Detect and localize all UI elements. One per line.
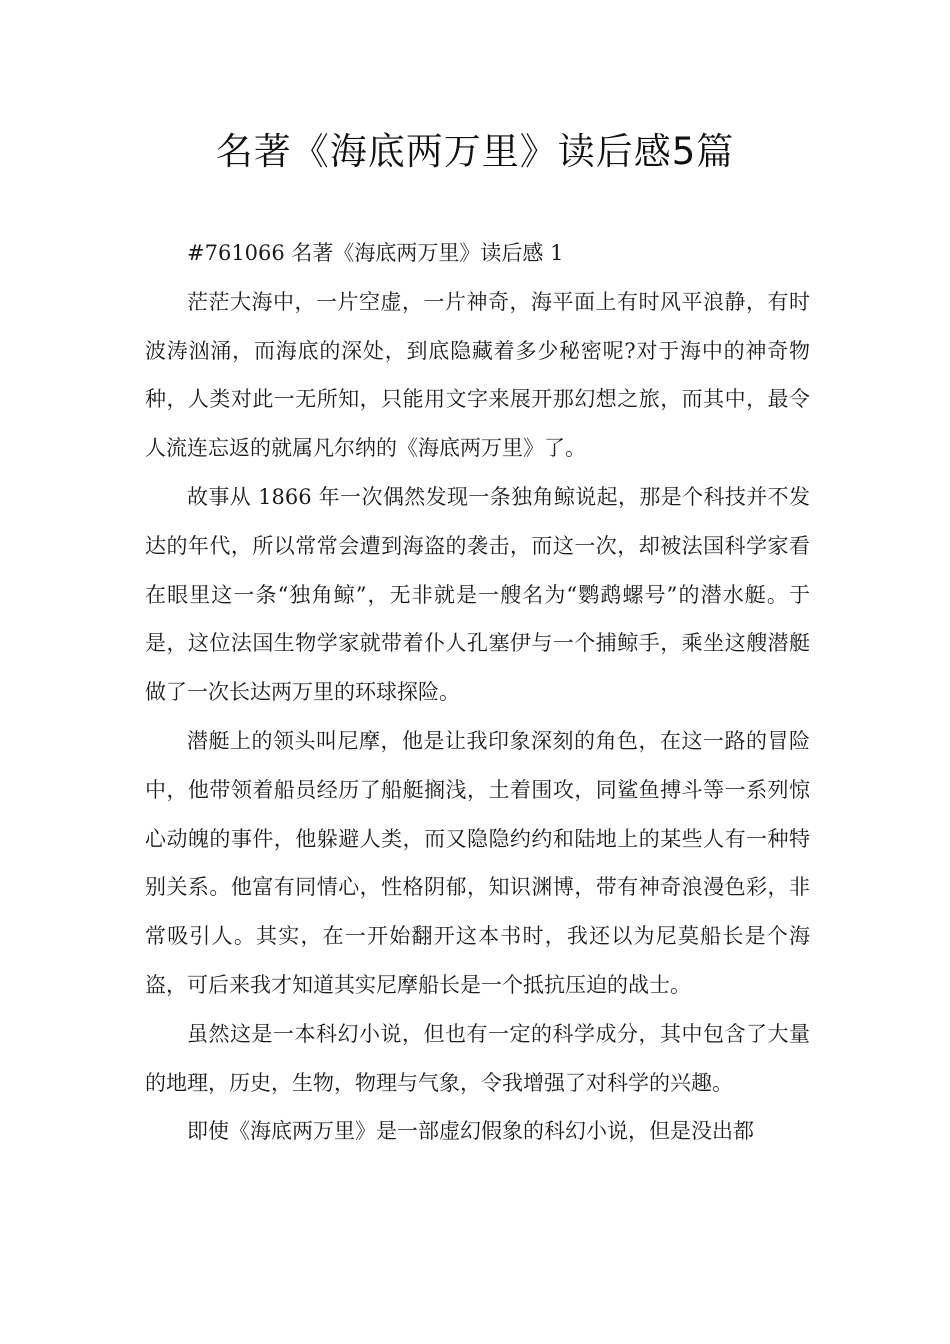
paragraph: 即使《海底两万里》是一部虚幻假象的科幻小说，但是没出都 bbox=[187, 1119, 754, 1144]
paragraph: 虽然这是一本科幻小说，但也有一定的科学成分，其中包含了大量的地理，历史，生物，物理与气象，令我增强了对科学的兴趣。 bbox=[145, 1021, 810, 1095]
paragraph: 潜艇上的领头叫尼摩，他是让我印象深刻的角色，在这一路的冒险中，他带领着船员经历了船艇搁浅，土着围攻，同鲨鱼搏斗等一系列惊心动魄的事件，他躲避人类，而又隐隐约约和陆地上的某些人有一种特别关系。他富有同情心，性格阴郁，知识渊博，带有神奇浪漫色彩，非常吸引人。其实，在一开始翻开这本书时，我还以为尼莫船长是个海盗，可后来我才知道其实尼摩船长是一个抵抗压迫的战士。 bbox=[145, 728, 810, 997]
paragraph: 茫茫大海中，一片空虚，一片神奇，海平面上有时风平浪静，有时波涛汹涌，而海底的深处，到底隐藏着多少秘密呢?对于海中的神奇物种，人类对此一无所知，只能用文字来展开那幻想之旅，而其中，最令人流连忘返的就属凡尔纳的《海底两万里》了。 bbox=[145, 289, 810, 461]
section-heading: #761066 名著《海底两万里》读后感 1 bbox=[187, 241, 564, 265]
paragraph: 故事从 1866 年一次偶然发现一条独角鲸说起，那是个科技并不发达的年代，所以常常会遭到海盗的袭击，而这一次，却被法国科学家看在眼里这一条“独角鲸”，无非就是一艘名为“鹦鹉螺号”的潜水艇。于是，这位法国生物学家就带着仆人孔塞伊与一个捕鲸手，乘坐这艘潜艇做了一次长达两万里的环球探险。 bbox=[145, 484, 810, 705]
document-body bbox=[145, 229, 810, 1156]
document-title: 名著《海底两万里》读后感5篇 bbox=[215, 130, 735, 173]
